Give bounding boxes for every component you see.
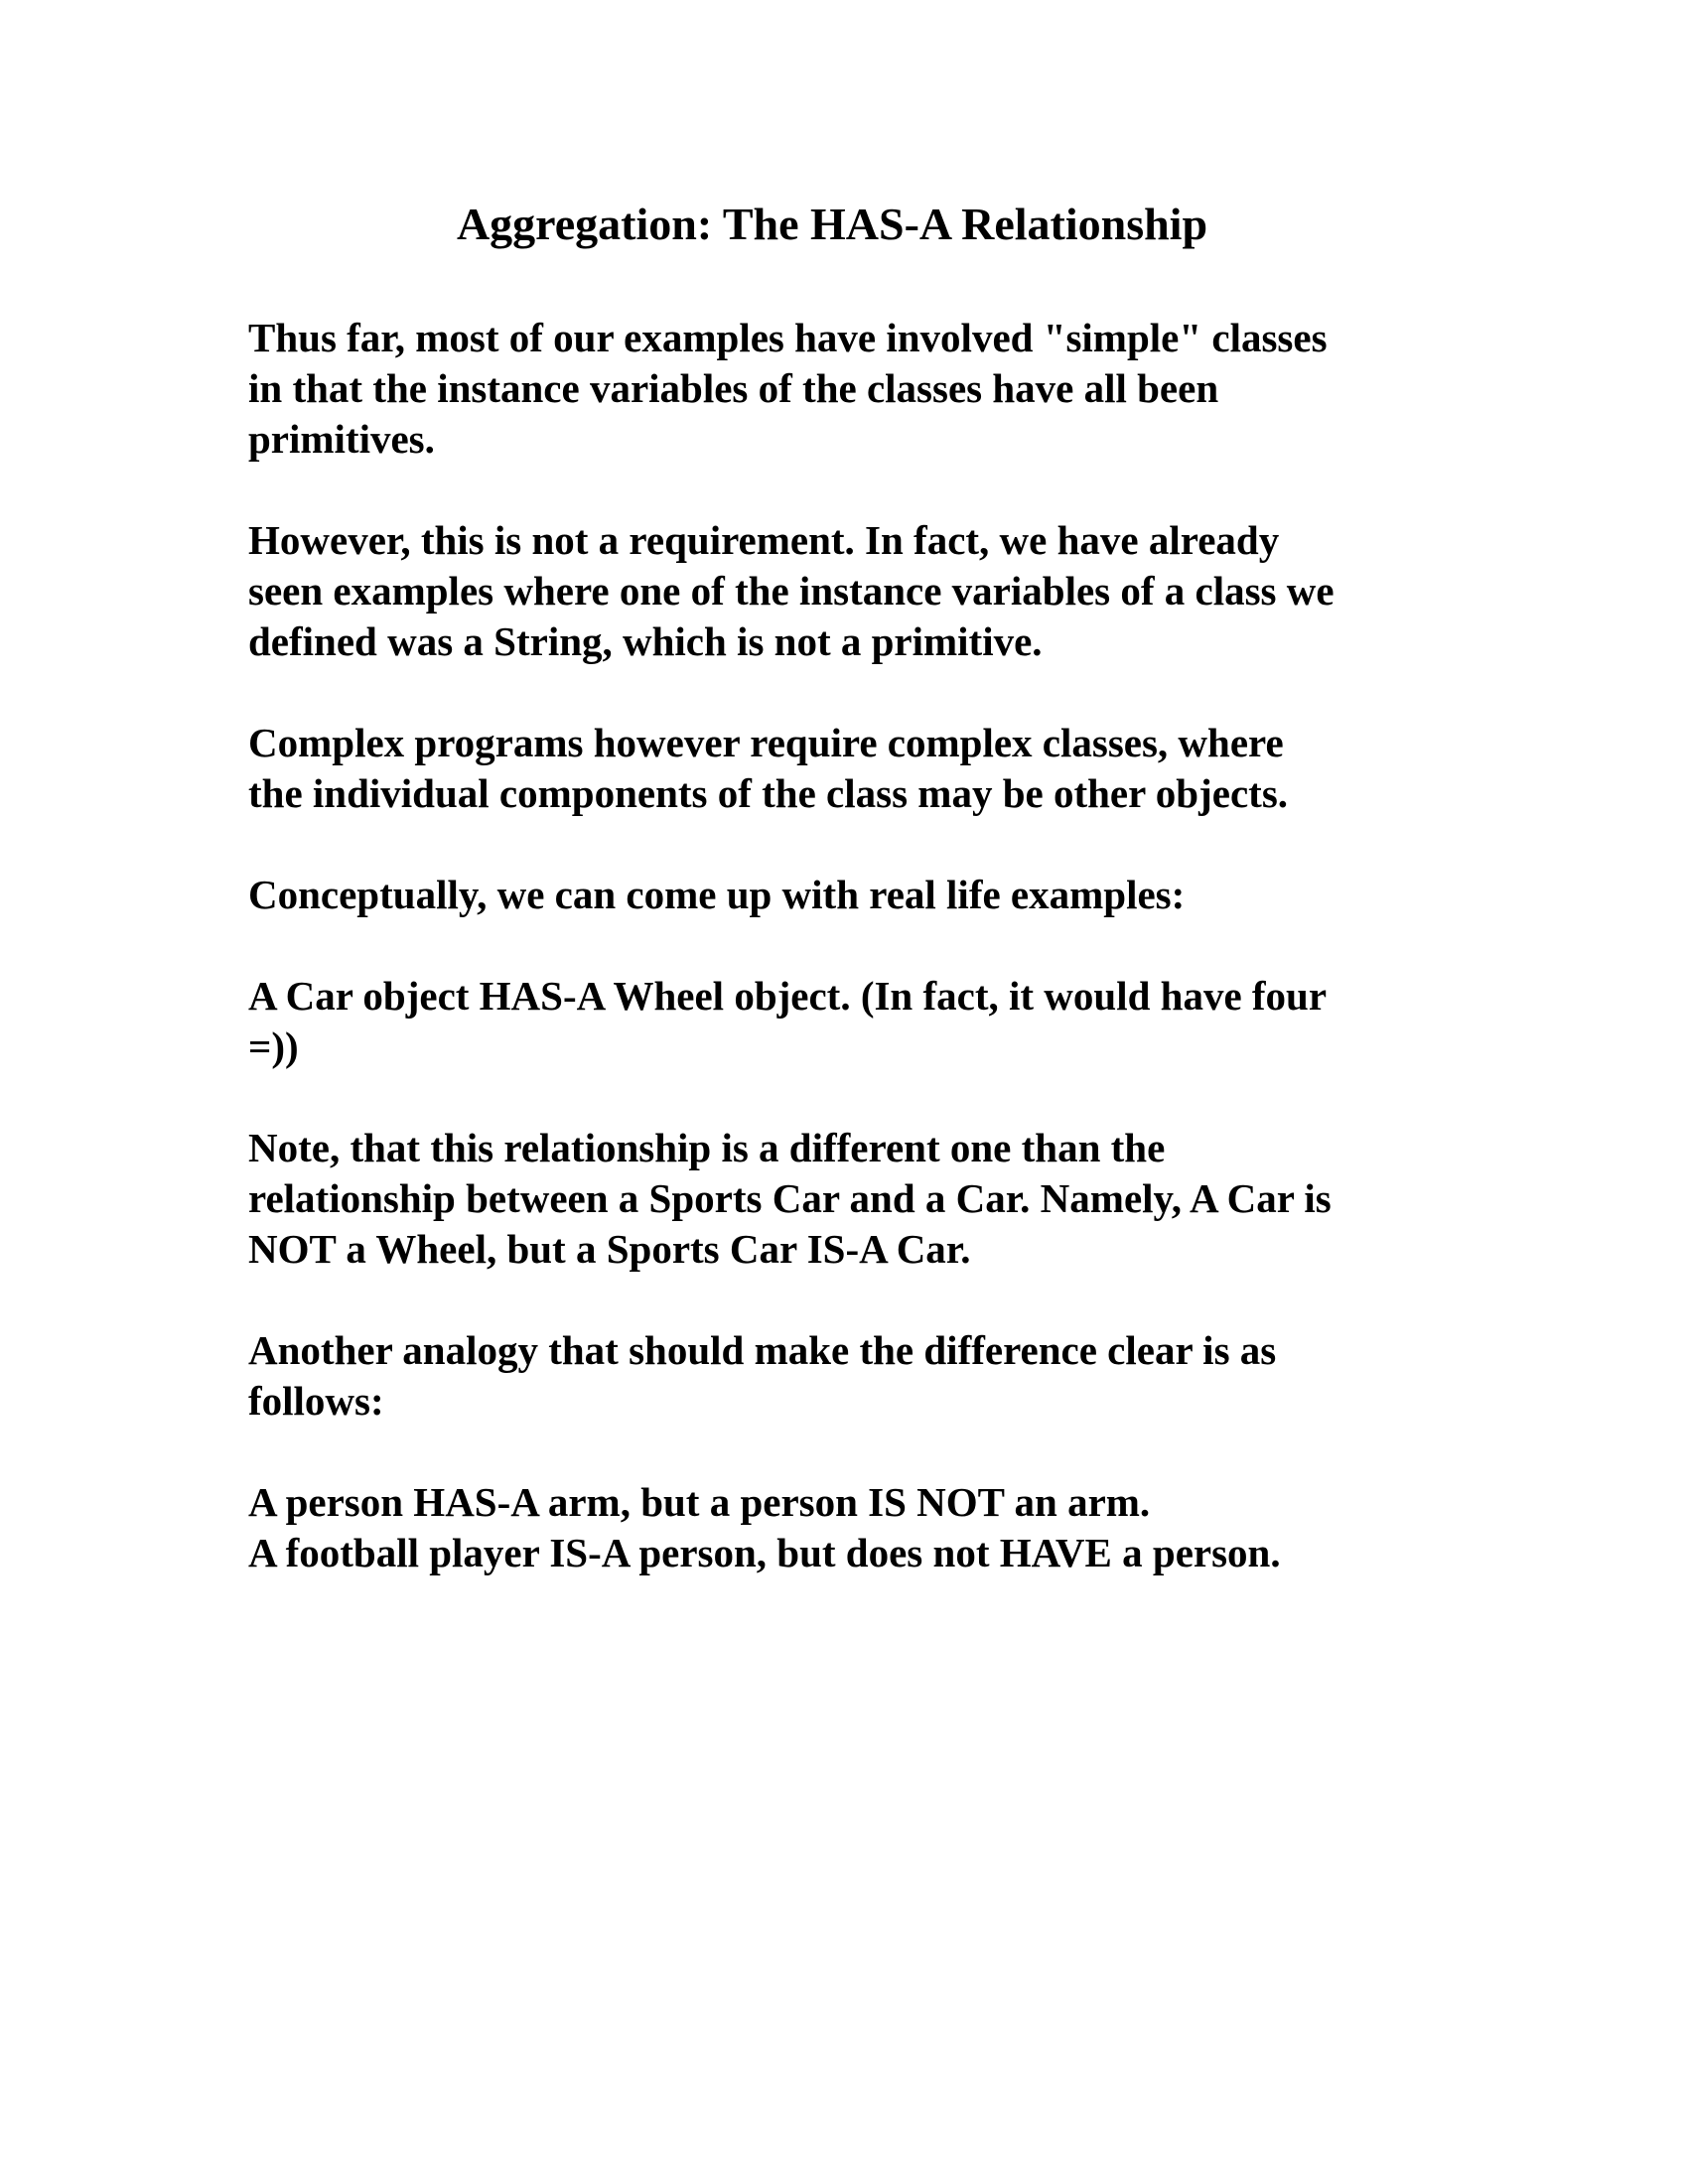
text-line: follows:: [248, 1378, 384, 1424]
paragraph-4: [248, 870, 1489, 920]
paragraph-7: [248, 1325, 1489, 1427]
paragraph-2: [248, 515, 1489, 667]
text-line: NOT a Wheel, but a Sports Car IS-A Car.: [248, 1226, 971, 1272]
text-line: Note, that this relationship is a different one than the: [248, 1125, 1166, 1170]
text-line: Conceptually, we can come up with real life examples:: [248, 872, 1186, 917]
text-line: A football player IS-A person, but does not HAVE a person.: [248, 1530, 1281, 1575]
text-line: the individual components of the class may be other objects.: [248, 770, 1289, 816]
text-line: in that the instance variables of the classes have all been: [248, 365, 1219, 411]
paragraph-5: [248, 971, 1489, 1072]
text-line: However, this is not a requirement. In fact, we have already: [248, 517, 1280, 563]
text-line: A person HAS-A arm, but a person IS NOT an arm.: [248, 1479, 1151, 1525]
text-line: Another analogy that should make the difference clear is as: [248, 1327, 1277, 1373]
paragraph-6: [248, 1123, 1489, 1275]
paragraph-1: [248, 313, 1489, 465]
page-title: Aggregation: The HAS-A Relationship: [456, 199, 1208, 249]
text-line: =)): [248, 1024, 299, 1069]
paragraph-3: [248, 718, 1489, 819]
text-line: relationship between a Sports Car and a Car. Namely, A Car is: [248, 1175, 1332, 1221]
text-line: defined was a String, which is not a primitive.: [248, 618, 1043, 664]
text-line: A Car object HAS-A Wheel object. (In fact, it would have four: [248, 973, 1328, 1019]
text-line: primitives.: [248, 416, 435, 462]
text-line: Thus far, most of our examples have involved "simple" classes: [248, 315, 1328, 360]
paragraph-8: [248, 1477, 1489, 1578]
text-line: Complex programs however require complex classes, where: [248, 720, 1284, 765]
text-line: seen examples where one of the instance variables of a class we: [248, 568, 1335, 614]
document-body: [248, 313, 1489, 1629]
